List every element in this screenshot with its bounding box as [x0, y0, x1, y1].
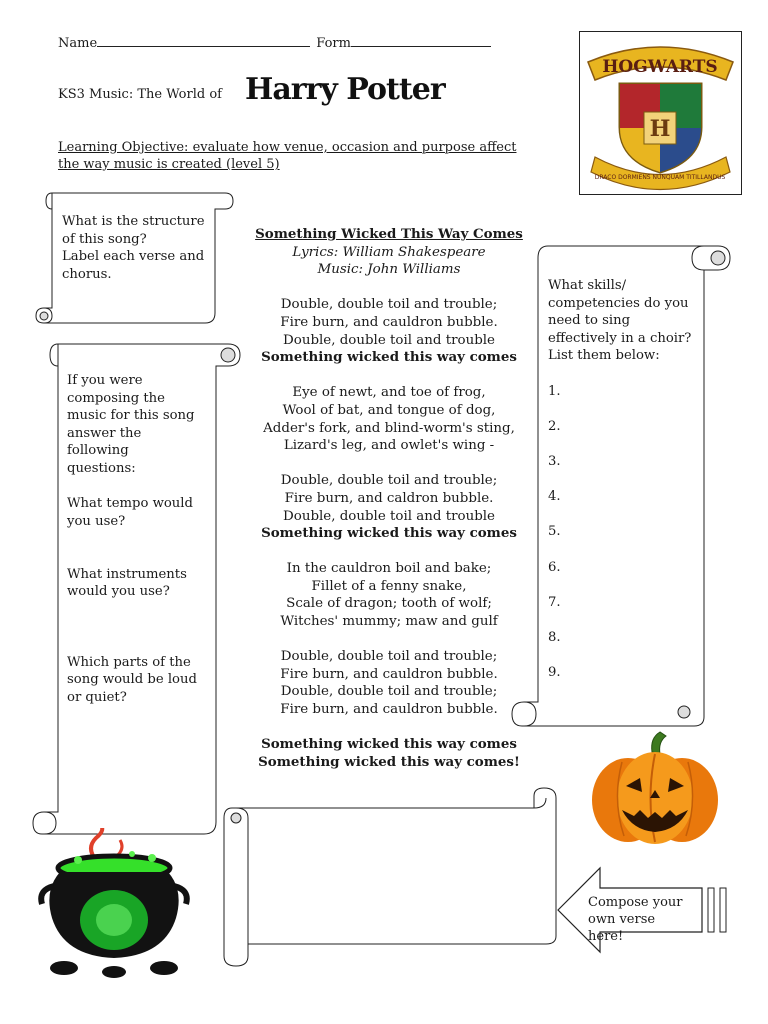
skills-list-item[interactable]: 5. [548, 524, 561, 540]
composing-intro-line: If you were [67, 373, 143, 388]
final-chorus-line: Something wicked this way comes [261, 736, 517, 753]
composing-intro-line: music for this song [67, 408, 195, 424]
lyric-line: Double, double toil and trouble [283, 508, 495, 524]
compose-verse-area[interactable] [250, 815, 546, 937]
lyrics-credit: Lyrics: William Shakespeare [292, 244, 486, 260]
cauldron-icon [34, 828, 194, 980]
objective-line-1: Learning Objective: evaluate how venue, occasion and purpose affect [58, 140, 517, 155]
composing-intro-line: composing the [67, 390, 165, 406]
lyric-line: Eye of newt, and toe of frog, [292, 385, 486, 401]
lyric-line: Double, double toil and trouble; [280, 297, 498, 313]
final-chorus-line: Something wicked this way comes! [258, 753, 520, 770]
song-title: Something Wicked This Way Comes [255, 226, 523, 242]
hogwarts-crest-image [579, 31, 742, 195]
lyric-line: Double, double toil and trouble; [280, 473, 498, 489]
arrow-line: Compose your [588, 895, 683, 910]
tempo-question: What tempo would [67, 496, 193, 512]
structure-line: of this song? [62, 231, 147, 247]
lyric-line: Double, double toil and trouble; [280, 649, 498, 665]
chorus-line: Something wicked this way comes [261, 525, 517, 542]
skills-prompt-line: List them below: [548, 348, 660, 364]
lyric-line: Fillet of a fenny snake, [311, 578, 467, 594]
lyric-line: Wool of bat, and tongue of dog, [282, 402, 496, 418]
chorus-line: Something wicked this way comes [261, 349, 517, 366]
scroll-skills-text [548, 277, 708, 699]
composing-intro-line: answer the [67, 425, 142, 441]
dynamics-question: Which parts of the [67, 654, 191, 670]
skills-prompt-line: need to sing [548, 313, 631, 329]
ks3-title: KS3 Music: The World of [58, 87, 222, 102]
crest-letter: H [649, 116, 671, 142]
name-line [58, 33, 491, 53]
skills-list-item[interactable]: 4. [548, 489, 561, 505]
music-credit: Music: John Williams [317, 262, 461, 278]
lyric-line: Lizard's leg, and owlet's wing - [283, 438, 495, 454]
lyric-line: Scale of dragon; tooth of wolf; [286, 596, 492, 612]
lyric-line: Witches' mummy; maw and gulf [280, 614, 498, 630]
skills-prompt-line: effectively in a choir? [548, 330, 692, 346]
skills-prompt-line: What skills/ [548, 278, 627, 293]
composing-intro-line: following [67, 443, 129, 459]
skills-list-item[interactable]: 6. [548, 559, 561, 575]
lyric-line: Fire burn, and cauldron bubble. [280, 666, 498, 682]
lyric-line: Fire burn, and cauldron bubble. [280, 702, 498, 718]
skills-list-item[interactable]: 3. [548, 453, 561, 469]
skills-list-item[interactable]: 8. [548, 629, 561, 645]
arrow-text [588, 894, 698, 945]
arrow-line: here! [588, 929, 624, 944]
skills-list-item[interactable]: 9. [548, 665, 561, 681]
dynamics-question: song would be loud [67, 672, 197, 688]
scroll-composing-text [67, 372, 207, 706]
crest-banner-text: HOGWARTS [602, 57, 718, 77]
scroll-structure-text [62, 213, 212, 283]
lyric-line: Fire burn, and cauldron bubble. [280, 314, 498, 330]
skills-list-item[interactable]: 1. [548, 383, 561, 399]
skills-list-item[interactable]: 7. [548, 594, 561, 610]
lyric-line: Adder's fork, and blind-worm's sting, [263, 420, 515, 436]
structure-line: Label each verse and [62, 249, 205, 265]
structure-line: What is the structure [62, 214, 205, 229]
dynamics-question: or quiet? [67, 689, 127, 705]
tempo-question: you use? [67, 513, 126, 529]
lyric-line: Double, double toil and trouble; [280, 684, 498, 700]
crest-motto: DRACO DORMIENS NUNQUAM TITILLANDUS [594, 174, 726, 181]
composing-intro-line: questions: [67, 460, 136, 476]
instruments-question: What instruments [67, 566, 187, 582]
arrow-line: own verse [588, 912, 656, 927]
song-lyrics [244, 226, 534, 771]
skills-list-item[interactable]: 2. [548, 418, 561, 434]
skills-prompt-line: competencies do you [548, 295, 689, 311]
pumpkin-icon [588, 730, 722, 848]
form-field[interactable] [351, 33, 491, 47]
lyric-line: Double, double toil and trouble [283, 332, 495, 348]
lyric-line: Fire burn, and caldron bubble. [284, 490, 494, 506]
objective-line-2: the way music is created (level 5) [58, 157, 280, 172]
instruments-question: would you use? [67, 584, 170, 600]
structure-line: chorus. [62, 266, 112, 282]
name-label: Name [58, 36, 98, 51]
name-field[interactable] [97, 33, 310, 47]
lyric-line: In the cauldron boil and bake; [286, 561, 492, 577]
harry-potter-logo: Harry Potter [245, 72, 445, 107]
form-label: Form [316, 36, 351, 51]
